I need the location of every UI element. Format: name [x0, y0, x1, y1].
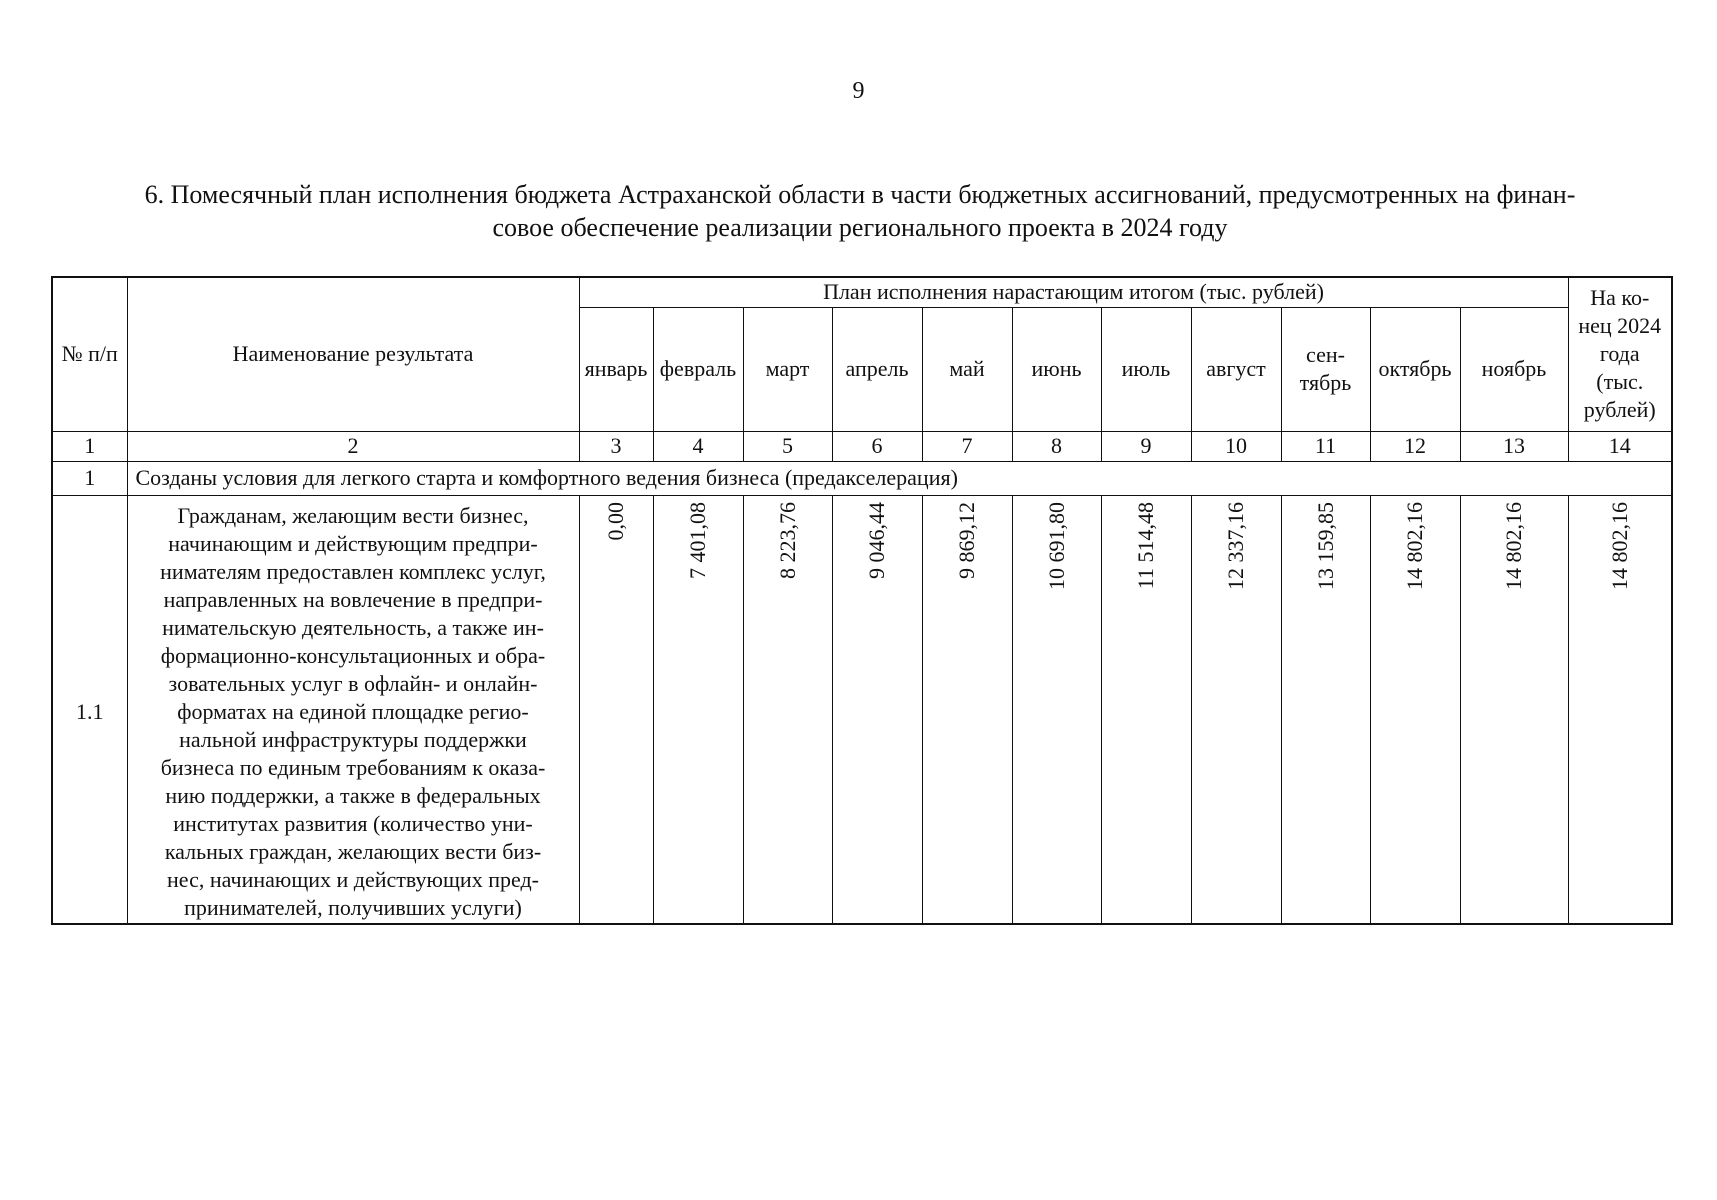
value-may: 9 869,12 — [954, 501, 979, 579]
header-month-february — [653, 307, 743, 431]
value-july: 11 514,48 — [1133, 501, 1158, 589]
column-number: 1 — [52, 431, 127, 461]
header-number: № п/п — [52, 277, 127, 431]
header-month-october — [1370, 307, 1460, 431]
header-month-april — [832, 307, 922, 431]
result-name-cell — [127, 495, 579, 924]
month-label: август — [1206, 356, 1266, 381]
value-april: 9 046,44 — [864, 501, 889, 579]
row-number: 1.1 — [52, 495, 127, 924]
header-month-august — [1191, 307, 1281, 431]
section-row — [52, 461, 1672, 495]
result-name-line: форматах на единой площадке регио- — [177, 699, 529, 724]
result-name-line: Гражданам, желающим вести бизнес, — [177, 503, 529, 528]
month-label: апрель — [845, 356, 909, 381]
header-result-name: Наименование результата — [127, 277, 579, 431]
column-number: 12 — [1370, 431, 1460, 461]
value-cell-october — [1370, 495, 1460, 924]
section-title-cell: Созданы условия для легкого старта и комфортного ведения бизнеса (предакселерация) — [127, 461, 1672, 495]
result-name-line: направленных на вовлечение в предпри- — [163, 587, 543, 612]
column-number: 13 — [1460, 431, 1568, 461]
column-number: 5 — [743, 431, 832, 461]
result-name-line: начинающим и действующим предпри- — [168, 531, 538, 556]
result-name-line: нимателям предоставлен комплекс услуг, — [160, 559, 546, 584]
result-name-line: нию поддержки, а также в федеральных — [165, 783, 541, 808]
value-cell-june — [1012, 495, 1101, 924]
header-row-top — [52, 277, 1672, 307]
result-name-line: принимателей, получивших услуги) — [184, 895, 522, 920]
value-october: 14 802,16 — [1402, 501, 1427, 590]
header-year-end — [1568, 277, 1672, 431]
month-label: июль — [1121, 356, 1171, 381]
result-name-line: кальных граждан, желающих вести биз- — [164, 839, 542, 864]
header-year-end-line: года — [1599, 341, 1640, 367]
column-number-row — [52, 431, 1672, 461]
header-year-end-line: На ко- — [1590, 285, 1650, 311]
value-cell-september — [1281, 495, 1370, 924]
value-cell-may — [922, 495, 1012, 924]
column-number: 3 — [579, 431, 653, 461]
value-year-end: 14 802,16 — [1606, 501, 1632, 590]
budget-plan-table — [51, 276, 1673, 925]
month-label: октябрь — [1378, 356, 1452, 381]
value-cell-july — [1101, 495, 1191, 924]
value-cell-year-end — [1568, 495, 1672, 924]
value-cell-january — [579, 495, 653, 924]
header-month-november — [1460, 307, 1568, 431]
value-february: 7 401,08 — [685, 501, 710, 579]
month-label: сен- — [1306, 342, 1345, 367]
month-label: февраль — [659, 356, 737, 381]
value-cell-november — [1460, 495, 1568, 924]
result-name-line: институтах развития (количество уни- — [173, 811, 533, 836]
title-line-2: совое обеспечение реализации регионального проекта в 2024 году — [492, 213, 1228, 242]
column-number: 10 — [1191, 431, 1281, 461]
value-cell-march — [743, 495, 832, 924]
header-month-july — [1101, 307, 1191, 431]
value-march: 8 223,76 — [774, 501, 800, 579]
value-cell-april — [832, 495, 922, 924]
section-title — [60, 178, 1660, 244]
column-number: 8 — [1012, 431, 1101, 461]
header-month-may — [922, 307, 1012, 431]
value-september: 13 159,85 — [1312, 501, 1338, 590]
value-june: 10 691,80 — [1043, 501, 1069, 590]
column-number: 6 — [832, 431, 922, 461]
result-name-line: формационно-консультационных и обра- — [160, 643, 546, 668]
value-cell-august — [1191, 495, 1281, 924]
column-number: 2 — [127, 431, 579, 461]
result-name-line: нимательскую деятельность, а также ин- — [162, 615, 544, 640]
header-month-june — [1012, 307, 1101, 431]
column-number: 14 — [1568, 431, 1672, 461]
month-label: тябрь — [1299, 370, 1352, 395]
header-month-september — [1281, 307, 1370, 431]
result-name-line: бизнеса по единым требованиям к оказа- — [160, 755, 546, 780]
month-label: июнь — [1031, 356, 1082, 381]
month-label: март — [765, 356, 810, 381]
title-line-1: 6. Помесячный план исполнения бюджета Астраханской области в части бюджетных ассигнований, предусмотренных на финан- — [144, 180, 1576, 209]
header-month-march — [743, 307, 832, 431]
header-month-january — [579, 307, 653, 431]
column-number: 11 — [1281, 431, 1370, 461]
month-label: май — [949, 356, 985, 381]
header-plan-group: План исполнения нарастающим итогом (тыс. рублей) — [579, 277, 1568, 307]
result-name-line: зовательных услуг в офлайн- и онлайн- — [168, 671, 538, 696]
section-number: 1 — [52, 461, 127, 495]
header-year-end-line: (тыс. — [1596, 369, 1644, 395]
result-name-line: нес, начинающих и действующих пред- — [167, 867, 539, 892]
column-number: 9 — [1101, 431, 1191, 461]
result-name-line: нальной инфраструктуры поддержки — [179, 727, 527, 752]
column-number: 7 — [922, 431, 1012, 461]
page-number: 9 — [852, 78, 865, 104]
month-label: январь — [584, 356, 648, 381]
table-row — [52, 495, 1672, 924]
month-label: ноябрь — [1481, 356, 1547, 381]
value-january: 0,00 — [603, 501, 628, 540]
value-cell-february — [653, 495, 743, 924]
value-november: 14 802,16 — [1501, 501, 1526, 590]
header-year-end-line: рублей) — [1583, 397, 1656, 423]
value-august: 12 337,16 — [1223, 501, 1248, 590]
header-year-end-line: нец 2024 — [1578, 313, 1662, 339]
column-number: 4 — [653, 431, 743, 461]
